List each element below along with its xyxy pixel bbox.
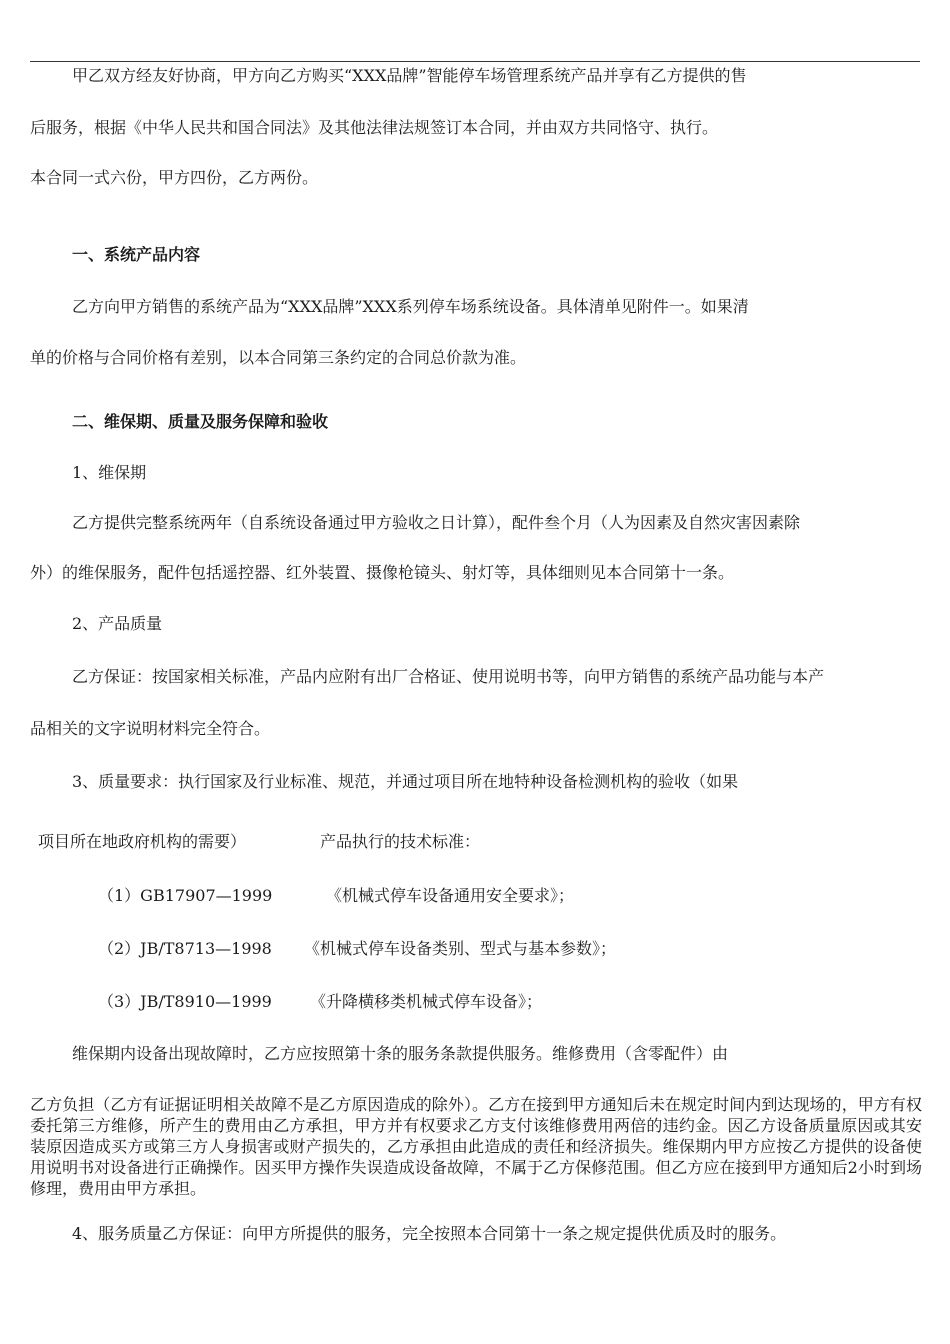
item-3-line-2-a: 项目所在地政府机构的需要） [38, 832, 247, 851]
item-3-line-1: 3、质量要求：执行国家及行业标准、规范，并通过项目所在地特种设备检测机构的验收（如果 [72, 772, 739, 791]
item-2-body-line-2: 品相关的文字说明材料完全符合。 [30, 719, 271, 738]
standard-item [98, 939, 616, 959]
item-1-title: 1、维保期 [72, 463, 147, 482]
standard-code: （1）GB17907—1999 [98, 886, 273, 905]
standard-name: 《机械式停车设备类别、型式与基本参数》； [304, 939, 617, 958]
intro-copies: 本合同一式六份，甲方四份，乙方两份。 [30, 168, 319, 187]
standard-code: （3）JB/T8910—1999 [98, 992, 272, 1011]
section-1-body-line-1: 乙方向甲方销售的系统产品为“XXX品牌”XXX系列停车场系统设备。具体清单见附件一。如果清 [72, 297, 749, 316]
header-rule [30, 61, 920, 62]
intro-line-2: 后服务，根据《中华人民共和国合同法》及其他法律法规签订本合同，并由双方共同恪守、执行。 [30, 118, 719, 137]
intro-line-1: 甲乙双方经友好协商，甲方向乙方购买“XXX品牌”智能停车场管理系统产品并享有乙方提供的售 [72, 66, 747, 85]
repair-line-1: 维保期内设备出现故障时，乙方应按照第十条的服务条款提供服务。维修费用（含零配件）由 [72, 1044, 729, 1063]
standard-name: 《机械式停车设备通用安全要求》； [326, 886, 575, 905]
standard-code: （2）JB/T8713—1998 [98, 939, 272, 958]
item-4-line: 4、服务质量乙方保证：向甲方所提供的服务，完全按照本合同第十一条之规定提供优质及时的服务。 [72, 1224, 787, 1243]
standard-item [98, 886, 574, 906]
repair-paragraph: 乙方负担（乙方有证据证明相关故障不是乙方原因造成的除外）。乙方在接到甲方通知后未在规定时间内到达现场的，甲方有权委托第三方维修，所产生的费用由乙方承担，甲方并有权要求乙方支付该维修费用两倍的违约金。因乙方设备质量原因或其安装原因造成买方或第三方人身损害或财产损失的，乙方承担由此造成的责任和经济损失。维保期内甲方应按乙方提供的设备使用说明书对设备进行正确操作。因买甲方操作失误造成设备故障，不属于乙方保修范围。但乙方应在接到甲方通知后2小时到场修理，费用由甲方承担。 [30, 1095, 922, 1198]
item-2-body-line-1: 乙方保证：按国家相关标准，产品内应附有出厂合格证、使用说明书等，向甲方销售的系统产品功能与本产 [72, 667, 825, 686]
item-2-title: 2、产品质量 [72, 614, 163, 633]
section-2-heading: 二、维保期、质量及服务保障和验收 [72, 412, 329, 431]
item-1-body-line-2: 外）的维保服务，配件包括遥控器、红外装置、摄像枪镜头、射灯等，具体细则见本合同第十一条。 [30, 563, 735, 582]
standard-item [98, 992, 542, 1012]
standard-name: 《升降横移类机械式停车设备》； [310, 992, 543, 1011]
section-1-heading: 一、系统产品内容 [72, 245, 201, 264]
section-1-body-line-2: 单的价格与合同价格有差别，以本合同第三条约定的合同总价款为准。 [30, 348, 527, 367]
item-3-line-2-b: 产品执行的技术标准： [320, 832, 481, 851]
item-1-body-line-1: 乙方提供完整系统两年（自系统设备通过甲方验收之日计算），配件叁个月（人为因素及自然灾害因素除 [72, 513, 801, 532]
